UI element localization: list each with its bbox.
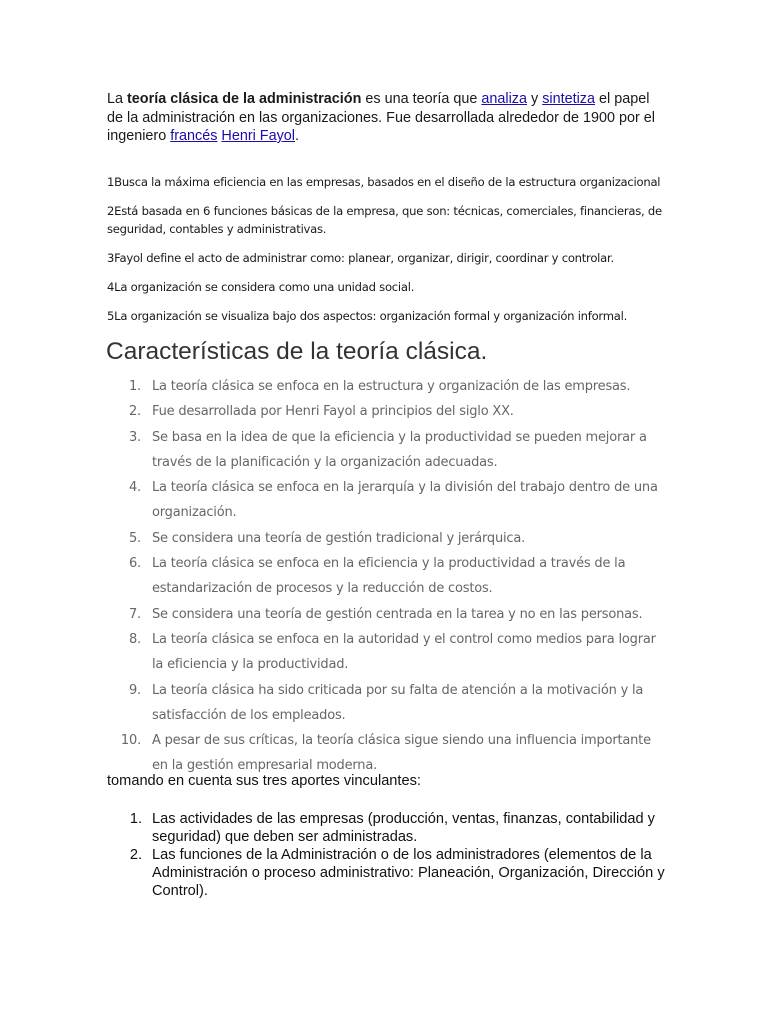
list-number: 3. — [128, 429, 141, 445]
intro-text: . — [295, 128, 299, 144]
link-henri-fayol[interactable]: Henri Fayol — [221, 128, 295, 144]
aportes-list — [107, 810, 667, 900]
list-item-text: Fue desarrollada por Henri Fayol a principios del siglo XX. — [152, 404, 514, 420]
link-frances[interactable]: francés — [170, 128, 218, 144]
list-item — [107, 627, 662, 678]
list-number: 7. — [128, 606, 141, 622]
list-item-text: La teoría clásica se enfoca en la autoridad y el control como medios para lograr la eficiencia y la productividad. — [152, 631, 656, 673]
list-item — [107, 475, 662, 526]
intro-text: La — [107, 91, 128, 107]
list-item — [107, 374, 662, 399]
intro-text: el papel de la administración en las organizaciones. Fue desarrollada alrededor de 1900 por el ingeniero — [107, 91, 655, 144]
list-item-text: Se basa en la idea de que la eficiencia y la productividad se pueden mejorar a través de la planificación y la organización adecuadas. — [152, 429, 647, 470]
list-item-text: A pesar de sus críticas, la teoría clásica sigue siendo una influencia importante en la gestión empresarial moderna. — [152, 733, 651, 774]
list-item-text: Se considera una teoría de gestión tradicional y jerárquica. — [152, 530, 526, 546]
list-number: 8. — [128, 631, 141, 647]
intro-text: es una teoría que — [361, 91, 482, 107]
characteristics-list — [107, 374, 662, 779]
list-number: 10. — [120, 733, 141, 749]
numbered-point: 2Está basada en 6 funciones básicas de la empresa, que son: técnicas, comerciales, financieras, de seguridad, contables y administrativas. — [107, 204, 662, 236]
numbered-point: 5La organización se visualiza bajo dos aspectos: organización formal y organización informal. — [107, 309, 628, 323]
list-number: 5. — [128, 530, 141, 546]
list-number: 6. — [128, 556, 141, 572]
numbered-point: 3Fayol define el acto de administrar como: planear, organizar, dirigir, coordinar y controlar. — [107, 251, 614, 265]
list-number: 2. — [128, 404, 141, 420]
intro-paragraph — [107, 90, 667, 146]
list-item — [107, 526, 662, 551]
list-item — [107, 399, 662, 424]
list-item — [107, 728, 662, 779]
list-item — [107, 602, 662, 627]
link-analiza[interactable]: analiza — [481, 91, 527, 107]
list-item — [107, 810, 667, 846]
aportes-intro: tomando en cuenta sus tres aportes vinculantes: — [107, 773, 421, 789]
list-number: 9. — [128, 682, 141, 698]
list-item — [107, 425, 662, 476]
list-number: 1. — [128, 379, 141, 394]
list-item-text: Las actividades de las empresas (producción, ventas, finanzas, contabilidad y seguridad) que deben ser administradas. — [152, 811, 655, 845]
list-item-text: La teoría clásica se enfoca en la jerarquía y la división del trabajo dentro de una organización. — [152, 480, 658, 521]
list-number: 4. — [128, 480, 141, 496]
list-number: 2. — [129, 847, 142, 863]
numbered-point: 4La organización se considera como una unidad social. — [107, 280, 415, 294]
numbered-point: 1Busca la máxima eficiencia en las empresas, basados en el diseño de la estructura organizacional — [107, 175, 661, 189]
list-item — [107, 678, 662, 729]
list-item-text: La teoría clásica ha sido criticada por su falta de atención a la motivación y la satisfacción de los empleados. — [152, 682, 644, 723]
list-number: 1. — [129, 811, 142, 827]
list-item-text: La teoría clásica se enfoca en la eficiencia y la productividad a través de la estandarización de procesos y la reducción de costos. — [152, 556, 626, 597]
list-item-text: La teoría clásica se enfoca en la estructura y organización de las empresas. — [152, 379, 631, 394]
link-sintetiza[interactable]: sintetiza — [542, 91, 595, 107]
intro-text: y — [527, 91, 543, 107]
list-item-text: Las funciones de la Administración o de los administradores (elementos de la Administración o proceso administrativo: Planeación, Organización, Dirección y Control). — [152, 847, 665, 899]
intro-bold-term: teoría clásica de la administración — [127, 91, 362, 107]
list-item — [107, 846, 667, 900]
list-item — [107, 551, 662, 602]
section-heading: Características de la teoría clásica. — [106, 338, 488, 365]
list-item-text: Se considera una teoría de gestión centrada en la tarea y no en las personas. — [152, 606, 643, 622]
